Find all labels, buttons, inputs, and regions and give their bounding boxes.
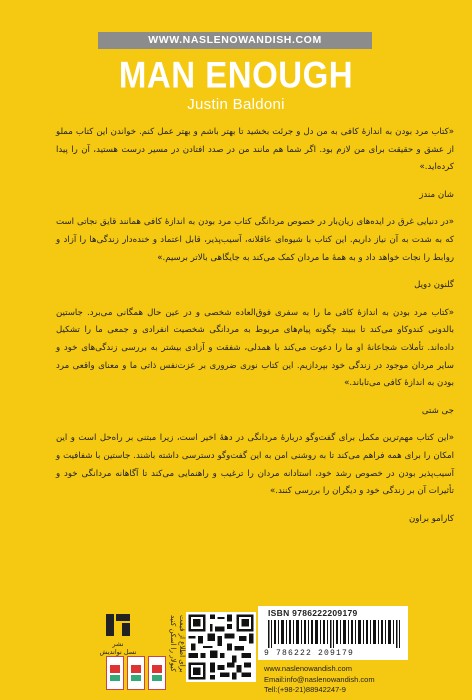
author-name: Justin Baldoni [187, 96, 285, 113]
quote-4: «این کتاب مهم‌ترین مکمل برای گفت‌وگو دربارهٔ مردانگی در دههٔ اخیر است، زیرا مبتنی بر راه‌حل است و این امکان را برای همه فراهم می‌کند تا به روشنی امن به این گفت‌وگو دسترسی داشته باشند. جاستین با شفافیت و آسیب‌پذیر بودن در خصوص رشد خود، استادانه مردان را ترغیب و راهنمایی می‌کند تا آگاهانه مردانگی خود و تأثیرات آن بر زندگی خود و دیگران را بررسی کنند.» [56, 433, 454, 497]
qr-code-icon[interactable] [186, 612, 256, 682]
back-cover-text [56, 124, 454, 538]
book-title: MAN ENOUGH [118, 53, 354, 96]
quote-4-author: کارامو براون [408, 513, 454, 524]
contact-email[interactable]: Email:info@naslenowandish.com [264, 674, 375, 684]
quote-2-author: گلنون دویل [414, 280, 454, 291]
contact-phone: Tell:(+98-21)88942247-9 [264, 685, 346, 694]
quote-1: «کتاب مرد بودن به اندازهٔ کافی به من دل و جرئت بخشید تا بهتر باشم و بهتر عمل کنم. خواندن این کتاب مملو از عشق و حقیقت برای من لازم بود. اگر شما هم مانند من در صدد افتادن در مسیر درست هستید، آن را پیدا کرده‌اید.» [56, 127, 454, 173]
isbn-label: ISBN 9786222209179 [268, 608, 358, 618]
contact-website[interactable]: www.naslenowandish.com [264, 664, 352, 673]
website-bar: WWW.NASLENOWANDISH.COM [98, 32, 372, 49]
award-badge-icon [106, 656, 124, 690]
quote-1-author: شان مندز [419, 189, 454, 200]
qr-caption: برای اطلاع از قیمت کیولار را اسکن کنید [169, 614, 186, 672]
isbn-digits: 9 786222 209179 [264, 649, 355, 658]
contact-info [264, 664, 375, 696]
publisher-name: نسل نواندیش [99, 648, 137, 656]
publisher-name-block [94, 640, 142, 656]
award-badge-icon [127, 656, 145, 690]
quote-3: «کتاب مرد بودن به اندازهٔ کافی ما را به سفری فوق‌العاده شخصی و در عین حال همگانی می‌برد. جاستین بالدونی کندوکاو می‌کند تا ببیند چگونه پیام‌های مربوط به مردانگی شخصیت انفرادی و جمعی ما را تشکیل داده‌اند. تأملات شجاعانهٔ او ما را دعوت می‌کند با همدلی، شفقت و آزادی بیشتر به بررسی زندگی‌های خود و سایر مردان موجود در زندگی خود بپردازیم. این کتاب نوری ضروری بر عزت‌نفس ذاتی ما و معنای واقعی مرد بودن به اندازهٔ کافی می‌تاباند.» [56, 307, 454, 389]
barcode-icon [268, 620, 402, 648]
quote-2: «در دنیایی غرق در ایده‌های زیان‌بار در خصوص مردانگی کتاب مرد بودن به اندازهٔ کافی همانند قایق نجاتی است که به شدت به آن نیاز داریم. این کتاب با شیوه‌ای عاقلانه، آسیب‌پذیر، قابل اعتماد و خنده‌دار زندگی‌ها را آزاد و روابط را نجات خواهد داد و به همهٔ ما مردان کمک می‌کند به جایگاهی بالاتر برسیم.» [56, 217, 454, 263]
quote-3-author: جی شتی [421, 405, 454, 416]
publisher-logo-icon [104, 612, 132, 638]
publisher-label: نشر [112, 640, 124, 648]
